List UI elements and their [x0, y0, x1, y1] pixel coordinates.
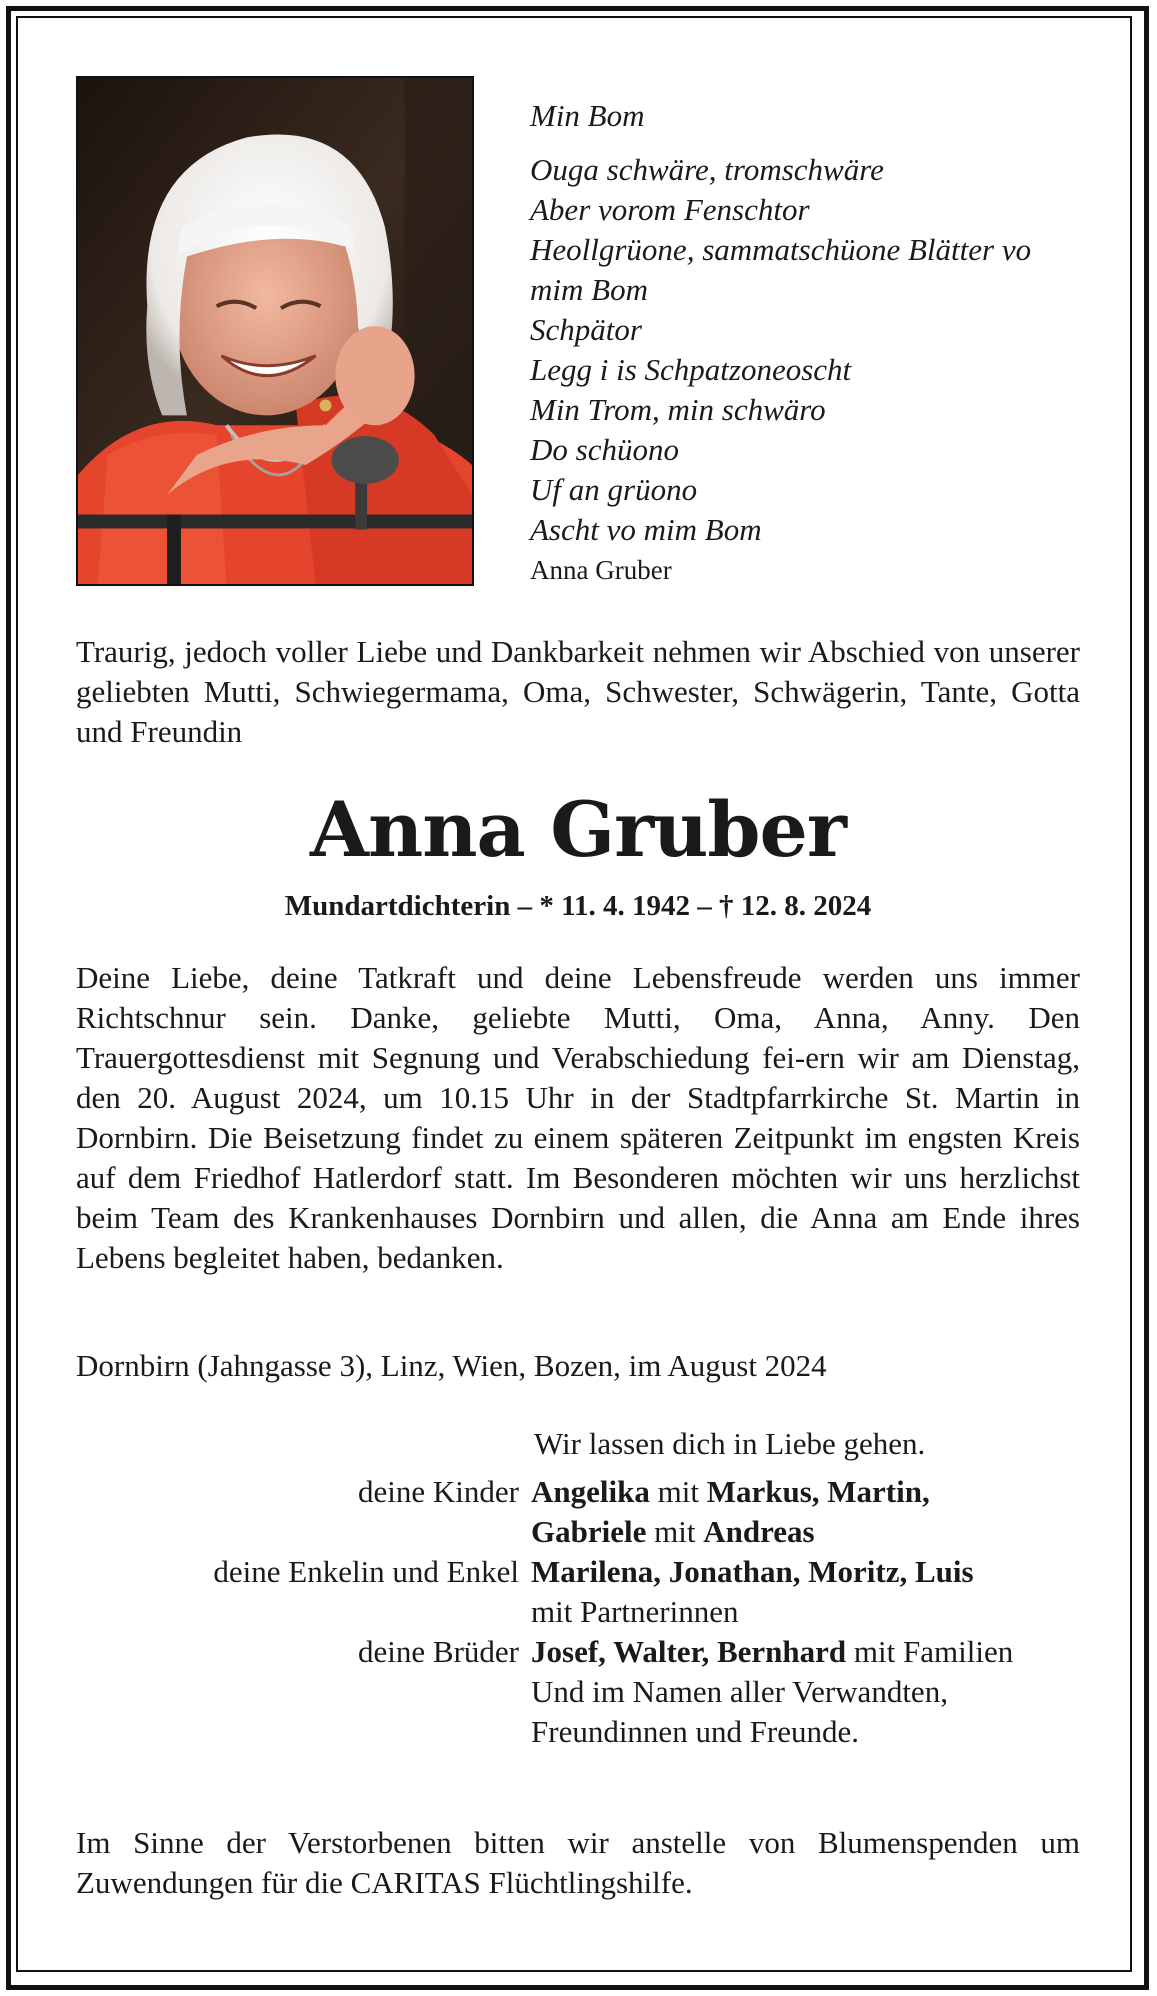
family-name: Andreas [703, 1514, 815, 1549]
family-label: deine Brüder [358, 1634, 519, 1669]
family-name: Markus, Martin, [706, 1474, 930, 1509]
poem-author: Anna Gruber [530, 555, 672, 585]
poem [530, 96, 1120, 590]
family-text: Und im Namen aller Verwandten, [531, 1674, 948, 1709]
family-names [531, 1472, 1080, 1552]
poem-line: Do schüono [530, 432, 679, 467]
family-label: deine Enkelin und Enkel [213, 1554, 519, 1589]
portrait-illustration [78, 78, 472, 584]
poem-line: Min Trom, min schwäro [530, 392, 826, 427]
poem-line: Aber vorom Fenschtor [530, 192, 810, 227]
deceased-name: Anna Gruber [310, 785, 846, 874]
family-text: mit [649, 1474, 707, 1509]
intro-paragraph: Traurig, jedoch voller Liebe und Dankbarkeit nehmen wir Abschied von unserer geliebten Mutti, Schwiegermama, Oma, Schwester, Schwägerin, Tante, Gotta und Freundin [76, 634, 1080, 749]
family-label: deine Kinder [358, 1474, 519, 1509]
family-name: Gabriele [531, 1514, 647, 1549]
family-row-brothers [76, 1632, 1080, 1752]
places-date-line: Dornbirn (Jahngasse 3), Linz, Wien, Bozen, im August 2024 [76, 1348, 827, 1383]
family-text: mit Familien [846, 1634, 1014, 1669]
deceased-dates: Mundartdichterin – * 11. 4. 1942 – † 12. 8. 2024 [284, 890, 872, 922]
body-paragraph: Deine Liebe, deine Tatkraft und deine Lebensfreude werden uns immer Richtschnur sein. Danke, geliebte Mutti, Oma, Anna, Anny. Den Trauergottesdienst mit Segnung und Verabschiedung fei-ern wir am Dienstag, den 20. August 2024, um 10.15 Uhr in der Stadtpfarrkirche St. Martin in Dornbirn. Die Beisetzung findet zu einem späteren Zeitpunkt im engsten Kreis auf dem Friedhof Hatlerdorf statt. Im Besonderen möchten wir uns herzlichst beim Team des Krankenhauses Dornbirn und allen, die Anna am Ende ihres Lebens begleitet haben, bedanken. [76, 960, 1080, 1275]
family-text: Freundinnen und Freunde. [531, 1714, 860, 1749]
family-name: Angelika [531, 1474, 650, 1509]
poem-line: Heollgrüone, sammatschüone Blätter vo [530, 232, 1032, 267]
poem-line: Ascht vo mim Bom [530, 512, 762, 547]
closing-paragraph: Im Sinne der Verstorbenen bitten wir anstelle von Blumenspenden um Zuwendungen für die CARITAS Flüchtlingshilfe. [76, 1825, 1080, 1900]
poem-line: Uf an grüono [530, 472, 698, 507]
poem-line: Ouga schwäre, tromschwäre [530, 152, 884, 187]
poem-line: mim Bom [530, 272, 648, 307]
poem-title: Min Bom [530, 98, 645, 133]
family-name: Marilena, Jonathan, Moritz, Luis [531, 1554, 974, 1589]
family-name: Josef, Walter, Bernhard [531, 1634, 847, 1669]
poem-line: Legg i is Schpatzoneoscht [530, 352, 852, 387]
family-row-children [76, 1472, 1080, 1552]
family-names [531, 1552, 1080, 1632]
portrait-photo [76, 76, 474, 586]
family-row-grandchildren [76, 1552, 1080, 1632]
family-text: mit [646, 1514, 704, 1549]
family-text: mit Partnerinnen [531, 1594, 739, 1629]
family-list [76, 1472, 1080, 1752]
poem-line: Schpätor [530, 312, 642, 347]
family-names [531, 1632, 1080, 1752]
farewell-line: Wir lassen dich in Liebe gehen. [534, 1426, 926, 1461]
